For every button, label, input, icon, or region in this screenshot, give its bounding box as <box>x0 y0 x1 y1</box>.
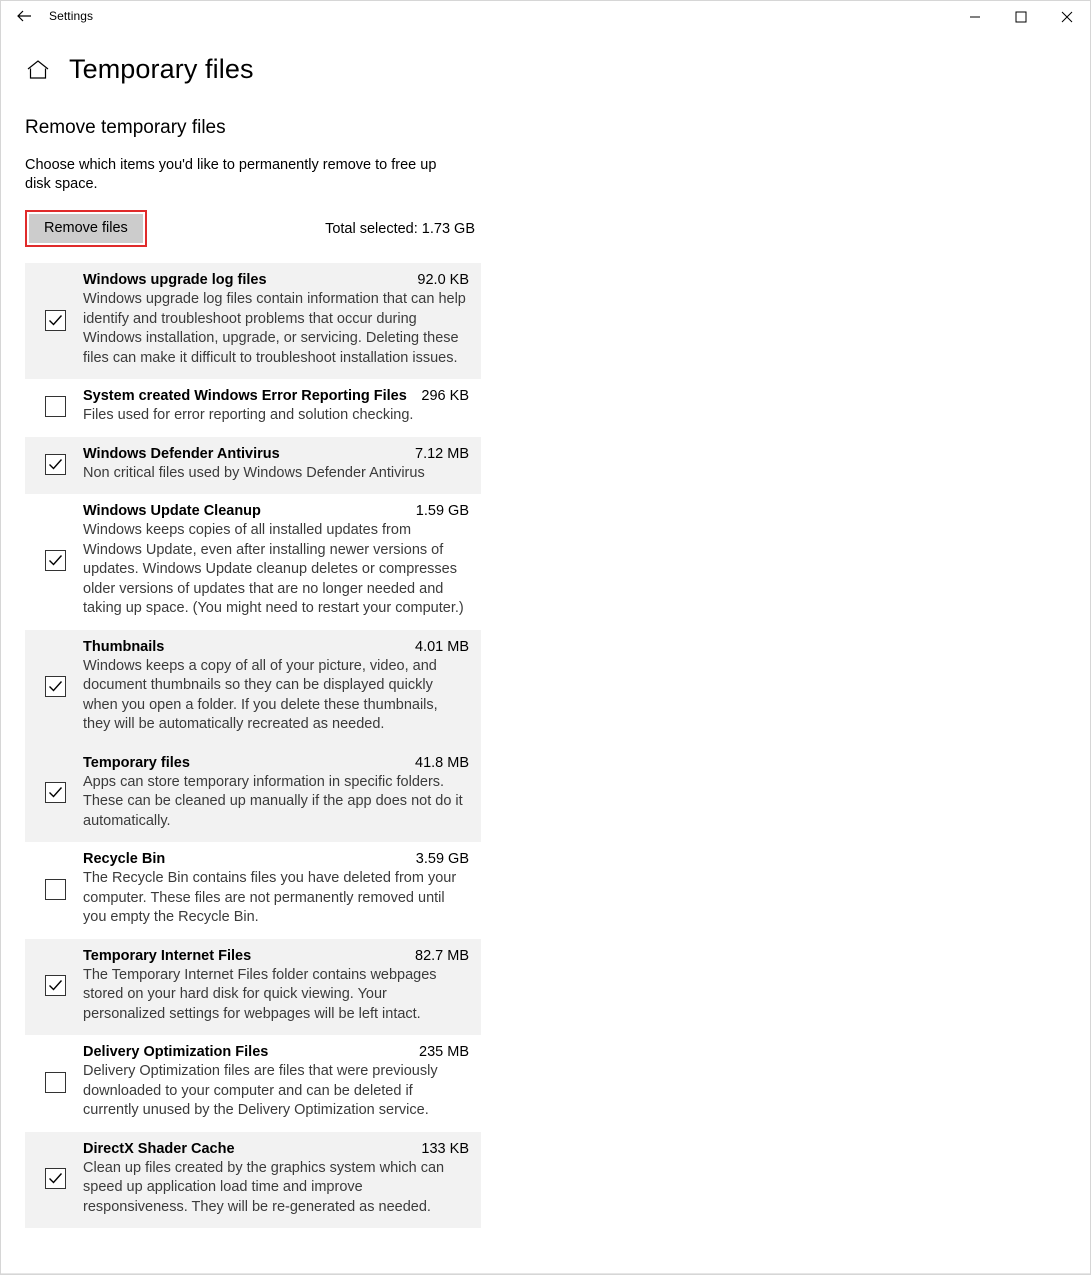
item-name: Windows Defender Antivirus <box>83 445 280 462</box>
checkbox-column <box>45 396 83 417</box>
item-checkbox[interactable] <box>45 1168 66 1189</box>
checkbox-column <box>45 1168 83 1189</box>
item-body <box>83 446 469 484</box>
item-checkbox[interactable] <box>45 676 66 697</box>
item-name: Recycle Bin <box>83 851 166 867</box>
back-arrow-icon <box>15 7 33 25</box>
item-body <box>83 948 469 1025</box>
checkbox-column <box>45 879 83 900</box>
item-name: Temporary files <box>83 754 190 771</box>
total-selected-label: Total selected: 1.73 GB <box>325 220 475 237</box>
item-name: Windows Update Cleanup <box>83 503 261 519</box>
list-item[interactable] <box>25 630 481 746</box>
item-size: 92.0 KB <box>417 272 469 288</box>
back-button[interactable] <box>1 1 47 32</box>
item-size: 296 KB <box>421 388 469 404</box>
temporary-files-list <box>25 263 481 1228</box>
item-header <box>83 388 469 404</box>
checkbox-column <box>45 550 83 571</box>
list-item[interactable] <box>25 1035 481 1132</box>
item-name: System created Windows Error Reporting Files <box>83 388 407 404</box>
item-header <box>83 755 469 771</box>
list-item[interactable] <box>25 842 481 939</box>
item-header <box>83 272 469 288</box>
page-header <box>1 32 1090 85</box>
item-checkbox[interactable] <box>45 396 66 417</box>
item-description: Delivery Optimization files are files that were previously downloaded to your computer and can be deleted if currently unused by the Delivery Optimization service. <box>83 1063 438 1118</box>
item-size: 133 KB <box>421 1140 469 1157</box>
item-size: 41.8 MB <box>415 754 469 771</box>
list-item[interactable] <box>25 939 481 1036</box>
item-body <box>83 388 469 426</box>
item-checkbox[interactable] <box>45 879 66 900</box>
list-item[interactable] <box>25 263 481 379</box>
action-row <box>25 210 475 247</box>
item-size: 235 MB <box>419 1044 469 1060</box>
page-title: Temporary files <box>69 54 254 84</box>
item-size: 3.59 GB <box>415 851 469 867</box>
list-item[interactable] <box>25 494 481 630</box>
list-item[interactable] <box>25 746 481 843</box>
item-size: 82.7 MB <box>415 947 469 964</box>
item-checkbox[interactable] <box>45 1072 66 1093</box>
item-description: The Recycle Bin contains files you have deleted from your computer. These files are not permanently removed until you empty the Recycle Bin. <box>83 870 457 925</box>
item-description: Windows keeps copies of all installed updates from Windows Update, even after installing newer versions of updates. Windows Update cleanup deletes or compresses older versions of updates that are no longer needed and taking up space. (You might need to restart your computer.) <box>83 522 464 616</box>
item-body <box>83 639 469 735</box>
item-name: DirectX Shader Cache <box>83 1140 235 1157</box>
list-item[interactable] <box>25 1132 481 1229</box>
item-body <box>83 272 469 368</box>
checkbox-column <box>45 676 83 697</box>
item-checkbox[interactable] <box>45 975 66 996</box>
checkbox-column <box>45 975 83 996</box>
item-size: 1.59 GB <box>415 503 469 519</box>
maximize-button[interactable] <box>998 1 1044 32</box>
item-description: Windows keeps a copy of all of your picture, video, and document thumbnails so they can be displayed quickly when you open a folder. If you delete these thumbnails, they will be automatically recreated as needed. <box>83 657 438 732</box>
item-description: Non critical files used by Windows Defender Antivirus <box>83 464 425 481</box>
checkbox-column <box>45 454 83 475</box>
close-button[interactable] <box>1044 1 1090 32</box>
list-item[interactable] <box>25 437 481 495</box>
item-name: Windows upgrade log files <box>83 272 267 288</box>
window-title: Settings <box>49 9 94 23</box>
checkbox-column <box>45 1072 83 1093</box>
section-description: Choose which items you'd like to permanently remove to free up disk space. <box>25 157 437 192</box>
item-header <box>83 851 469 867</box>
item-header <box>83 1141 469 1157</box>
item-checkbox[interactable] <box>45 550 66 571</box>
item-body <box>83 1141 469 1218</box>
remove-files-highlight <box>25 210 147 247</box>
item-header <box>83 446 469 462</box>
item-header <box>83 948 469 964</box>
item-description: Apps can store temporary information in specific folders. These can be cleaned up manually if the app does not do it automatically. <box>83 773 463 829</box>
section-title: Remove temporary files <box>25 117 226 138</box>
item-description: The Temporary Internet Files folder contains webpages stored on your hard disk for quick viewing. Your personalized settings for webpages will be left intact. <box>83 966 437 1022</box>
item-body <box>83 1044 469 1121</box>
item-header <box>83 503 469 519</box>
home-icon[interactable] <box>25 57 51 83</box>
item-description: Windows upgrade log files contain information that can help identify and troubleshoot problems that occur during Windows installation, upgrade, or servicing. Deleting these files can make it difficult to troubleshoot installation issues. <box>83 291 466 366</box>
remove-files-button[interactable]: Remove files <box>29 214 143 243</box>
item-name: Delivery Optimization Files <box>83 1044 269 1060</box>
item-header <box>83 639 469 655</box>
item-name: Thumbnails <box>83 638 165 655</box>
title-bar <box>1 1 1090 32</box>
item-description: Clean up files created by the graphics system which can speed up application load time and improve responsiveness. They will be re-generated as needed. <box>83 1159 445 1215</box>
window-bottom-divider <box>1 1273 1090 1274</box>
item-size: 4.01 MB <box>415 638 469 655</box>
checkbox-column <box>45 782 83 803</box>
item-description: Files used for error reporting and solution checking. <box>83 407 414 423</box>
item-body <box>83 755 469 832</box>
item-checkbox[interactable] <box>45 310 66 331</box>
item-checkbox[interactable] <box>45 782 66 803</box>
main-content <box>1 117 1090 1228</box>
checkbox-column <box>45 310 83 331</box>
item-header <box>83 1044 469 1060</box>
minimize-button[interactable] <box>952 1 998 32</box>
item-size: 7.12 MB <box>415 445 469 462</box>
item-body <box>83 851 469 928</box>
list-item[interactable] <box>25 379 481 437</box>
item-checkbox[interactable] <box>45 454 66 475</box>
item-body <box>83 503 469 619</box>
item-name: Temporary Internet Files <box>83 947 252 964</box>
caption-buttons <box>952 1 1090 32</box>
